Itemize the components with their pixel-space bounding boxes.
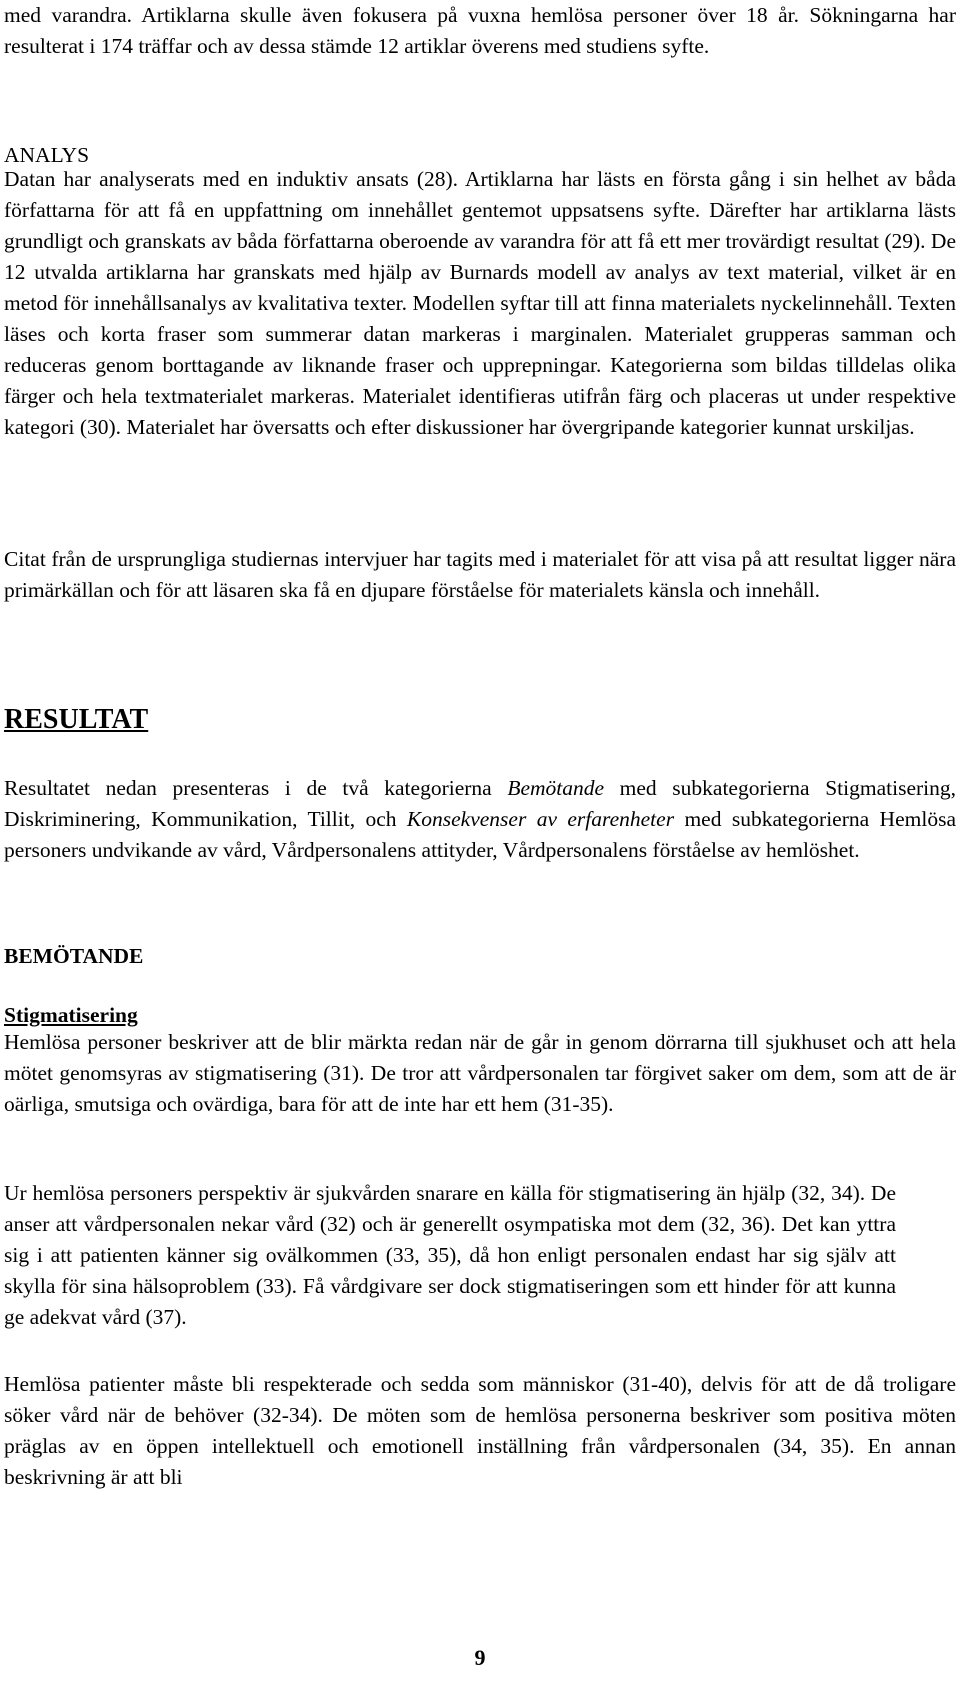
- stigmatisering-paragraph-3: Hemlösa patienter måste bli respekterade och sedda som människor (31-40), delvis för att de då troligare söker vård när de behöver (32-34). De möten som de hemlösa personerna beskriver som positiva möten präglas av en öppen intellektuell och emotionell inställning från vårdpersonalen (34, 35). En annan beskrivning är att bli: [4, 1372, 956, 1489]
- category-konsekvenser: Konsekvenser av erfarenheter: [406, 807, 675, 831]
- page-number: 9: [474, 1645, 486, 1670]
- category-bemotande: Bemötande: [507, 776, 605, 800]
- stigmatisering-paragraph-1: Hemlösa personer beskriver att de blir märkta redan när de går in genom dörrarna till sjukhuset och att hela mötet genomsyras av stigmatisering (31). De tror att vårdpersonalen tar förgivet saker om dem, som att de är oärliga, smutsiga och ovärdiga, bara för att de inte har ett hem (31-35).: [4, 1030, 956, 1116]
- stigmatisering-paragraph-2: Ur hemlösa personers perspektiv är sjukvården snarare en källa för stigmatisering än hjälp (32, 34). De anser att vårdpersonalen nekar vård (32) och är generellt osympatiska mot dem (32, 36). Det kan yttra sig i att patienten känner sig ovälkommen (33, 35), då hon enligt personalen endast har sig själv att skylla för sina hälsoproblem (33). Få vårdgivare ser dock stigmatiseringen som ett hinder för att kunna ge adekvat vård (37).: [4, 1181, 896, 1329]
- resultat-text-2: med subkategorierna Stigmatisering, Diskriminering, Kommunikation, Tillit, och: [4, 776, 956, 831]
- stigmatisering-subheading: Stigmatisering: [4, 1003, 138, 1027]
- citat-paragraph: Citat från de ursprungliga studiernas intervjuer har tagits med i materialet för att visa på att resultat ligger nära primärkällan och för att läsaren ska få en djupare förståelse för materialets känsla och innehåll.: [4, 547, 956, 602]
- intro-paragraph: med varandra. Artiklarna skulle även fokusera på vuxna hemlösa personer över 18 år. Sökningarna har resulterat i 174 träffar och av dessa stämde 12 artiklar överens med studiens syfte.: [4, 3, 956, 58]
- bemotande-heading: BEMÖTANDE: [4, 944, 144, 968]
- resultat-paragraph: [4, 773, 956, 866]
- analys-heading: ANALYS: [4, 143, 90, 167]
- resultat-text-3: med subkategorierna Hemlösa personers undvikande av vård, Vårdpersonalens attityder, Vårdpersonalens förståelse av hemlöshet.: [4, 807, 956, 862]
- analys-paragraph: Datan har analyserats med en induktiv ansats (28). Artiklarna har lästs en första gång i sin helhet av båda författarna för att få en uppfattning om innehållet gentemot uppsatsens syfte. Därefter har artiklarna lästs grundligt och granskats av båda författarna oberoende av varandra för att få ett mer trovärdigt resultat (29). De 12 utvalda artiklarna har granskats med hjälp av Burnards modell av analys av text material, vilket är en metod för innehållsanalys av kvalitativa texter. Modellen syftar till att finna materialets nyckelinnehåll. Texten läses och korta fraser som summerar datan markeras i marginalen. Materialet grupperas samman och reduceras genom borttagande av liknande fraser och upprepningar. Kategorierna som bildas tilldelas olika färger och hela textmaterialet markeras. Materialet identifieras utifrån färg och placeras ut under respektive kategori (30). Materialet har översatts och efter diskussioner har övergripande kategorier kunnat urskiljas.: [4, 167, 956, 439]
- resultat-heading: RESULTAT: [4, 704, 149, 735]
- resultat-text-1: Resultatet nedan presenteras i de två kategorierna: [4, 776, 508, 800]
